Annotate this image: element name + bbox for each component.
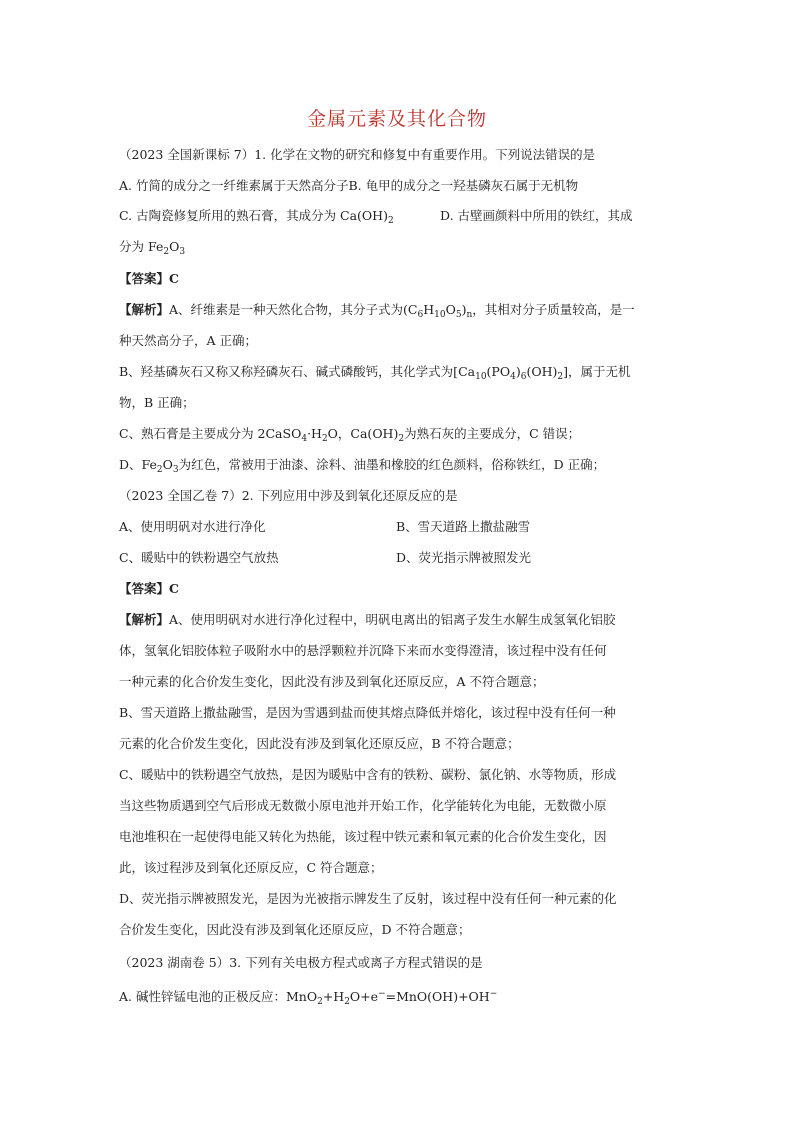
q1-explanation-tag: 【解析】 [119,302,170,317]
q1-exp-a-mid-3: ) [461,302,467,317]
q1-options-ab [119,177,578,195]
q1-exp-a-mid-2: O [445,302,456,317]
q1-exp-b-sub-1: 10 [475,372,487,382]
q3-option-a-sup-1: − [378,989,386,999]
q1-exp-a-mid-1: H [423,302,435,317]
q1-exp-b-mid-1: (PO [486,364,511,379]
q1-option-d-sub-2: 3 [179,247,186,257]
q2-explanation-l10: D、荧光指示牌被照发光，是因为光被指示牌发生了反射，该过程中没有任何一种元素的化 [119,891,617,906]
q2-explanation-l3: 一种元素的化合价发生变化，因此没有涉及到氧化还原反应，A 不符合题意； [119,674,545,689]
q1-exp-c-sub-1: 4 [301,434,308,444]
q3-option-a-sub-1: 2 [317,997,323,1007]
q2-explanation-l2: 体，氢氧化铝胶体粒子吸附水中的悬浮颗粒并沉降下来而水变得澄清，该过程中没有任何 [119,643,607,658]
q1-exp-a-text: A、纤维素是一种天然化合物，其分子式为(C [169,302,418,317]
q1-option-c-subscript: 2 [387,216,394,226]
q1-option-d-cont [119,238,185,256]
q2-option-b: B、雪天道路上撒盐融雪 [396,519,531,534]
q1-exp-b-sub-2: 4 [510,372,516,382]
q3-option-a-text: A. 碱性锌锰电池的正极反应：MnO [119,989,318,1004]
q1-exp-a-sub-2: 10 [434,310,446,320]
q3-option-a-mid-3: =MnO(OH)+OH [385,989,490,1004]
q1-option-b: B. 龟甲的成分之一羟基磷灰石属于无机物 [348,178,579,193]
q1-option-d-cont-text: 分为 Fe [119,239,164,254]
q1-exp-d-post: 为红色，常被用于油漆、涂料、油墨和橡胶的红色颜料，俗称铁红，D 正确； [178,457,606,472]
q1-exp-d-text: D、Fe [119,457,157,472]
q3-option-a-mid-1: +H [322,989,345,1004]
q1-exp-d-mid-1: O [162,457,173,472]
q2-explanation-l6: C、暖贴中的铁粉遇空气放热，是因为暖贴中含有的铁粉、碳粉、氯化钠、水等物质，形成 [119,767,617,782]
q1-explanation-b [119,363,630,381]
q1-explanation-a [119,301,635,319]
q2-explanation-l1 [119,611,616,629]
q2-option-c: C、暖贴中的铁粉遇空气放热 [119,550,279,565]
page-title: 金属元素及其化合物 [306,108,487,130]
q2-stem: （2023 全国乙卷 7）2. 下列应用中涉及到氧化还原反应的是 [119,488,458,503]
q1-exp-c-text: C、熟石膏是主要成分为 2CaSO [119,426,302,441]
q1-exp-b-post: ]，属于无机 [563,364,631,379]
q2-explanation-l5: 元素的化合价发生变化，因此没有涉及到氧化还原反应，B 不符合题意； [119,736,520,751]
q3-option-a [119,985,498,1007]
q2-explanation-l1-text: A、使用明矾对水进行净化过程中，明矾电离出的铝离子发生水解生成氢氧化铝胶 [169,612,616,627]
q2-explanation-l7: 当这些物质遇到空气后形成无数微小原电池并开始工作，化学能转化为电能，无数微小原 [119,798,607,813]
q1-exp-c-mid-2: O，Ca(OH) [327,426,399,441]
q1-explanation-a-cont: 种天然高分子，A 正确； [119,333,258,348]
q1-answer: 【答案】C [119,271,179,286]
q1-exp-b-mid-2: ) [515,364,521,379]
q2-answer: 【答案】C [119,581,179,596]
q2-option-a: A、使用明矾对水进行净化 [119,519,266,534]
q1-exp-b-text: B、羟基磷灰石又称又称羟磷灰石、碱式磷酸钙，其化学式为[Ca [119,364,476,379]
q1-exp-c-sub-2: 2 [321,434,328,444]
q1-option-d-mid: O [169,239,180,254]
q3-option-a-mid-2: O+e [349,989,379,1004]
q1-exp-c-sub-3: 2 [398,434,405,444]
q1-stem: （2023 全国新课标 7）1. 化学在文物的研究和修复中有重要作用。下列说法错误的是 [119,147,596,162]
q2-explanation-l8: 电池堆积在一起使得电能又转化为热能，该过程中铁元素和氧元素的化合价发生变化，因 [119,829,607,844]
q2-explanation-tag: 【解析】 [119,612,170,627]
q2-option-d: D、荧光指示牌被照发光 [396,550,532,565]
q2-explanation-l11: 合价发生变化，因此没有涉及到氧化还原反应，D 不符合题意； [119,922,471,937]
q1-explanation-d [119,456,605,474]
q1-explanation-c [119,425,580,443]
q1-exp-b-sub-4: 2 [557,372,564,382]
q3-option-a-sup-2: − [489,989,498,999]
q1-exp-b-sub-3: 6 [520,372,527,382]
q2-explanation-l4: B、雪天道路上撒盐融雪，是因为雪遇到盐而使其熔点降低并熔化，该过程中没有任何一种 [119,705,616,720]
q1-explanation-b-cont: 物，B 正确； [119,395,195,410]
q1-option-c [119,207,394,225]
q1-exp-d-sub-2: 3 [172,465,179,475]
q1-exp-a-sub-3: 5 [455,310,462,320]
q1-exp-a-sub-1: 6 [417,310,424,320]
q2-explanation-l9: 此，该过程涉及到氧化还原反应，C 符合题意； [119,860,383,875]
q1-option-c-text: C. 古陶瓷修复所用的熟石膏，其成分为 Ca(OH) [119,208,388,223]
q1-option-d-sub-1: 2 [163,247,170,257]
q3-stem: （2023 湖南卷 5）3. 下列有关电极方程式或离子方程式错误的是 [119,955,483,970]
q1-exp-a-post: ，其相对分子质量较高，是一 [472,302,635,317]
q1-option-a: A. 竹简的成分之一纤维素属于天然高分子 [119,178,349,193]
q1-exp-d-sub-1: 2 [156,465,163,475]
q1-exp-c-post: 为熟石灰的主要成分，C 错误； [404,426,581,441]
q1-exp-b-mid-3: (OH) [526,364,558,379]
q1-exp-a-sub-4: n [466,310,473,320]
q1-option-d: D. 古壁画颜料中所用的铁红，其成 [440,208,633,223]
q1-exp-c-mid-1: ·H [307,426,322,441]
q3-option-a-sub-2: 2 [344,997,350,1007]
